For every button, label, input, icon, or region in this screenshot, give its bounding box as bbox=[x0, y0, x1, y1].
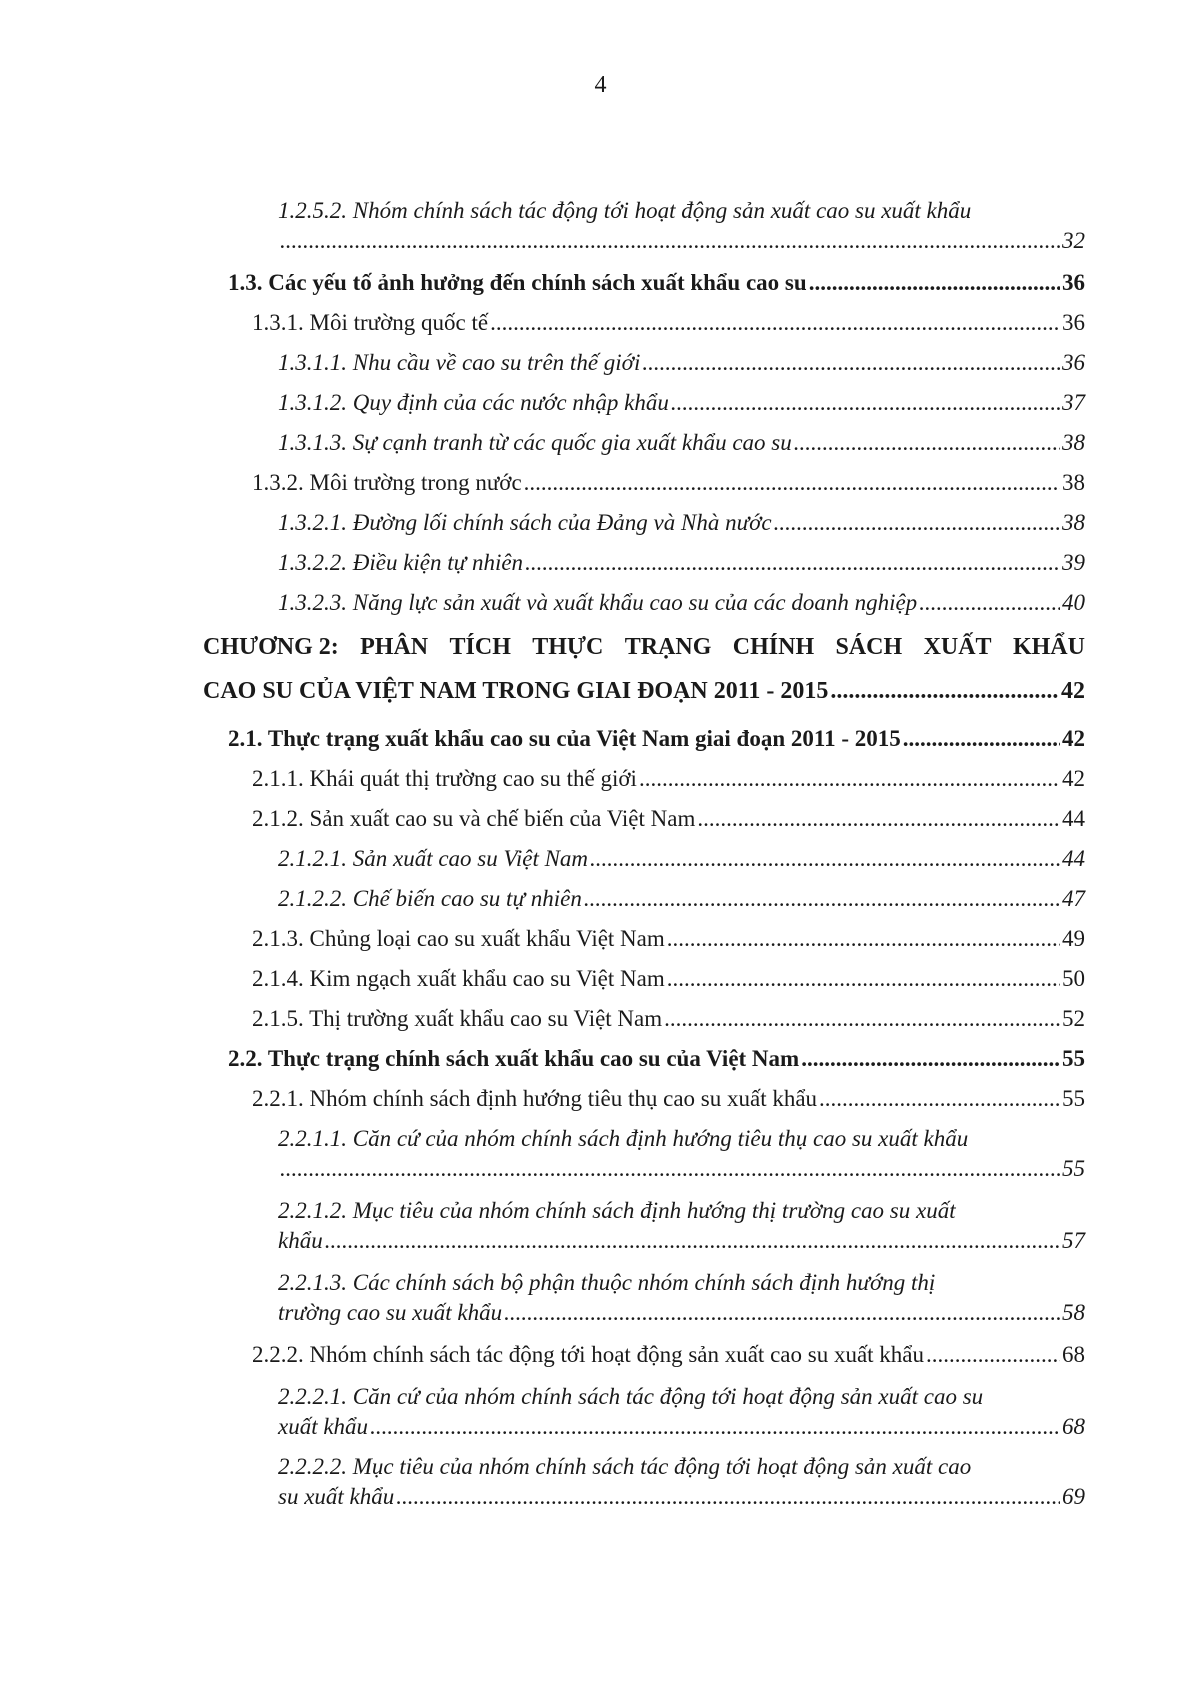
toc-page-number: 32 bbox=[1062, 228, 1085, 253]
dot-leader bbox=[325, 1226, 1060, 1256]
toc-page-number: 36 bbox=[1062, 350, 1085, 375]
toc-entry-2-1-4[interactable] bbox=[252, 964, 1085, 994]
chapter-word: TÍCH bbox=[449, 634, 511, 660]
toc-entry-1-3-2-1[interactable] bbox=[278, 508, 1085, 538]
toc-page-number: 38 bbox=[1062, 510, 1085, 535]
toc-entry-text: 2.1.3. Chủng loại cao su xuất khẩu Việt Nam bbox=[252, 926, 665, 951]
toc-entry-text: 2.2. Thực trạng chính sách xuất khẩu cao su của Việt Nam bbox=[228, 1046, 800, 1071]
toc-page-number: 49 bbox=[1062, 926, 1085, 951]
dot-leader bbox=[926, 1340, 1060, 1370]
toc-entry-1-3-1[interactable] bbox=[252, 308, 1085, 338]
dot-leader bbox=[370, 1412, 1060, 1442]
toc-entry-1-3-1-3[interactable] bbox=[278, 428, 1085, 458]
chapter-word: KHẨU bbox=[1012, 634, 1085, 660]
toc-page-number: 55 bbox=[1062, 1086, 1085, 1111]
toc-page-number: 42 bbox=[1061, 678, 1085, 704]
toc-entry-2-1-2[interactable] bbox=[252, 804, 1085, 834]
toc-entry-2-2-1-1[interactable] bbox=[278, 1124, 1085, 1184]
toc-entry-2-2-2-1[interactable] bbox=[278, 1382, 1085, 1442]
toc-entry-chapter-2[interactable] bbox=[203, 632, 1085, 706]
toc-entry-line bbox=[278, 1154, 1085, 1184]
toc-entry-text: 2.1.1. Khái quát thị trường cao su thế giới bbox=[252, 766, 637, 791]
toc-entry-line bbox=[203, 676, 1085, 706]
toc-entry-text: 2.2.1. Nhóm chính sách định hướng tiêu thụ cao su xuất khẩu bbox=[252, 1086, 818, 1111]
toc-page-number: 55 bbox=[1062, 1046, 1085, 1071]
toc-entry-text: 2.1.5. Thị trường xuất khẩu cao su Việt Nam bbox=[252, 1006, 663, 1031]
toc-page-number: 37 bbox=[1062, 390, 1085, 415]
toc-page-number: 47 bbox=[1062, 886, 1085, 911]
toc-entry-text: trường cao su xuất khẩu bbox=[278, 1300, 503, 1325]
toc-entry-text: 1.3.1.1. Nhu cầu về cao su trên thế giới bbox=[278, 350, 641, 375]
toc-entry-1-3-2-3[interactable] bbox=[278, 588, 1085, 618]
toc-entry-2-1-1[interactable] bbox=[252, 764, 1085, 794]
toc-page-number: 39 bbox=[1062, 550, 1085, 575]
toc-entry-1-3-1-2[interactable] bbox=[278, 388, 1085, 418]
chapter-word: PHÂN bbox=[360, 634, 429, 660]
chapter-heading-first-line bbox=[203, 632, 1085, 662]
dot-leader bbox=[280, 226, 1060, 256]
dot-leader bbox=[525, 548, 1060, 578]
toc-entry-line bbox=[278, 226, 1085, 256]
dot-leader bbox=[664, 1004, 1060, 1034]
toc-entry-2-1-2-2[interactable] bbox=[278, 884, 1085, 914]
toc-entry-line bbox=[278, 1482, 1085, 1512]
toc-page-number: 68 bbox=[1062, 1342, 1085, 1367]
dot-leader bbox=[642, 348, 1060, 378]
toc-entry-text: 2.1.2.2. Chế biến cao su tự nhiên bbox=[278, 886, 582, 911]
toc-entry-text: 2.2.2. Nhóm chính sách tác động tới hoạt động sản xuất cao su xuất khẩu bbox=[252, 1342, 924, 1367]
toc-entry-text: 2.1. Thực trạng xuất khẩu cao su của Việt Nam giai đoạn 2011 - 2015 bbox=[228, 726, 901, 751]
toc-entry-line bbox=[278, 1298, 1085, 1328]
toc-page-number: 36 bbox=[1062, 270, 1085, 295]
toc-entry-text: 1.3.2.1. Đường lối chính sách của Đảng và Nhà nước bbox=[278, 510, 772, 535]
toc-page-number: 44 bbox=[1062, 846, 1085, 871]
dot-leader bbox=[639, 764, 1060, 794]
dot-leader bbox=[919, 588, 1060, 618]
toc-page-number: 57 bbox=[1062, 1228, 1085, 1253]
toc-page-number: 42 bbox=[1062, 726, 1085, 751]
toc-entry-text: CAO SU CỦA VIỆT NAM TRONG GIAI ĐOẠN 2011 - 2015 bbox=[203, 678, 829, 704]
dot-leader bbox=[819, 1084, 1060, 1114]
dot-leader bbox=[667, 924, 1060, 954]
toc-entry-2-2-1-3[interactable] bbox=[278, 1268, 1085, 1328]
chapter-word: SÁCH bbox=[835, 634, 903, 660]
toc-entry-2-2-2-2[interactable] bbox=[278, 1452, 1085, 1512]
toc-entry-text: 1.3.2.2. Điều kiện tự nhiên bbox=[278, 550, 524, 575]
toc-entry-2-1-5[interactable] bbox=[252, 1004, 1085, 1034]
chapter-word: TRẠNG bbox=[624, 634, 712, 660]
dot-leader bbox=[590, 844, 1060, 874]
chapter-word: THỰC bbox=[532, 634, 604, 660]
chapter-word: XUẤT bbox=[923, 634, 992, 660]
toc-entry-1-2-5-2[interactable] bbox=[278, 196, 1085, 256]
toc-entry-1-3-2[interactable] bbox=[252, 468, 1085, 498]
toc-page-number: 69 bbox=[1062, 1484, 1085, 1509]
toc-entry-first-line: 2.2.1.2. Mục tiêu của nhóm chính sách định hướng thị trường cao su xuất bbox=[278, 1198, 956, 1223]
dot-leader bbox=[667, 964, 1060, 994]
toc-entry-1-3-2-2[interactable] bbox=[278, 548, 1085, 578]
toc-page-number: 55 bbox=[1062, 1156, 1085, 1181]
toc-entry-2-1-2-1[interactable] bbox=[278, 844, 1085, 874]
dot-leader bbox=[280, 1154, 1060, 1184]
toc-page-number: 36 bbox=[1062, 310, 1085, 335]
dot-leader bbox=[671, 388, 1060, 418]
chapter-word: CHƯƠNG 2: bbox=[203, 634, 339, 660]
toc-entry-2-2-1[interactable] bbox=[252, 1084, 1085, 1114]
toc-entry-2-1[interactable] bbox=[228, 724, 1085, 754]
toc-page-number: 42 bbox=[1062, 766, 1085, 791]
toc-entry-text: 1.3.1. Môi trường quốc tế bbox=[252, 310, 489, 335]
toc-page-number: 40 bbox=[1062, 590, 1085, 615]
toc-entry-text: 1.3. Các yếu tố ảnh hưởng đến chính sách xuất khẩu cao su bbox=[228, 270, 807, 295]
toc-page-number: 52 bbox=[1062, 1006, 1085, 1031]
toc-page-number: 44 bbox=[1062, 806, 1085, 831]
toc-page-number: 38 bbox=[1062, 430, 1085, 455]
toc-entry-1-3-1-1[interactable] bbox=[278, 348, 1085, 378]
toc-entry-text: 2.1.2.1. Sản xuất cao su Việt Nam bbox=[278, 846, 589, 871]
toc-entry-text: 1.3.2.3. Năng lực sản xuất và xuất khẩu cao su của các doanh nghiệp bbox=[278, 590, 918, 615]
toc-entry-text: 1.3.1.2. Quy định của các nước nhập khẩu bbox=[278, 390, 669, 415]
page-number: 4 bbox=[594, 72, 607, 98]
dot-leader bbox=[809, 268, 1060, 298]
dot-leader bbox=[903, 724, 1060, 754]
toc-page-number: 38 bbox=[1062, 470, 1085, 495]
toc-page-number: 58 bbox=[1062, 1300, 1085, 1325]
toc-entry-text: 2.1.2. Sản xuất cao su và chế biến của Việt Nam bbox=[252, 806, 696, 831]
toc-entry-first-line: 1.2.5.2. Nhóm chính sách tác động tới hoạt động sản xuất cao su xuất khẩu bbox=[278, 198, 972, 223]
toc-entry-text: khẩu bbox=[278, 1228, 323, 1253]
dot-leader bbox=[697, 804, 1060, 834]
dot-leader bbox=[524, 468, 1060, 498]
toc-entry-first-line: 2.2.2.1. Căn cứ của nhóm chính sách tác động tới hoạt động sản xuất cao su bbox=[278, 1384, 984, 1409]
toc-entry-line bbox=[278, 1412, 1085, 1442]
toc-entry-text: 1.3.2. Môi trường trong nước bbox=[252, 470, 522, 495]
dot-leader bbox=[584, 884, 1060, 914]
toc-entry-text: su xuất khẩu bbox=[278, 1484, 395, 1509]
dot-leader bbox=[490, 308, 1060, 338]
toc-entry-1-3[interactable] bbox=[228, 268, 1085, 298]
toc-entry-first-line: 2.2.2.2. Mục tiêu của nhóm chính sách tác động tới hoạt động sản xuất cao bbox=[278, 1454, 972, 1479]
toc-entry-2-2-1-2[interactable] bbox=[278, 1196, 1085, 1256]
toc-entry-2-1-3[interactable] bbox=[252, 924, 1085, 954]
dot-leader bbox=[801, 1044, 1060, 1074]
toc-entry-2-2[interactable] bbox=[228, 1044, 1085, 1074]
toc-entry-first-line: 2.2.1.3. Các chính sách bộ phận thuộc nhóm chính sách định hướng thị bbox=[278, 1270, 936, 1295]
dot-leader bbox=[830, 676, 1059, 706]
toc-entry-text: 1.3.1.3. Sự cạnh tranh từ các quốc gia xuất khẩu cao su bbox=[278, 430, 792, 455]
toc-entry-2-2-2[interactable] bbox=[252, 1340, 1085, 1370]
chapter-word: CHÍNH bbox=[732, 634, 815, 660]
toc-entry-line bbox=[278, 1226, 1085, 1256]
dot-leader bbox=[774, 508, 1060, 538]
toc-entry-first-line: 2.2.1.1. Căn cứ của nhóm chính sách định hướng tiêu thụ cao su xuất khẩu bbox=[278, 1126, 969, 1151]
toc-page-number: 50 bbox=[1062, 966, 1085, 991]
toc-entry-text: xuất khẩu bbox=[278, 1414, 369, 1439]
toc-page-number: 68 bbox=[1062, 1414, 1085, 1439]
dot-leader bbox=[794, 428, 1060, 458]
dot-leader bbox=[396, 1482, 1060, 1512]
dot-leader bbox=[504, 1298, 1060, 1328]
toc-entry-text: 2.1.4. Kim ngạch xuất khẩu cao su Việt Nam bbox=[252, 966, 665, 991]
